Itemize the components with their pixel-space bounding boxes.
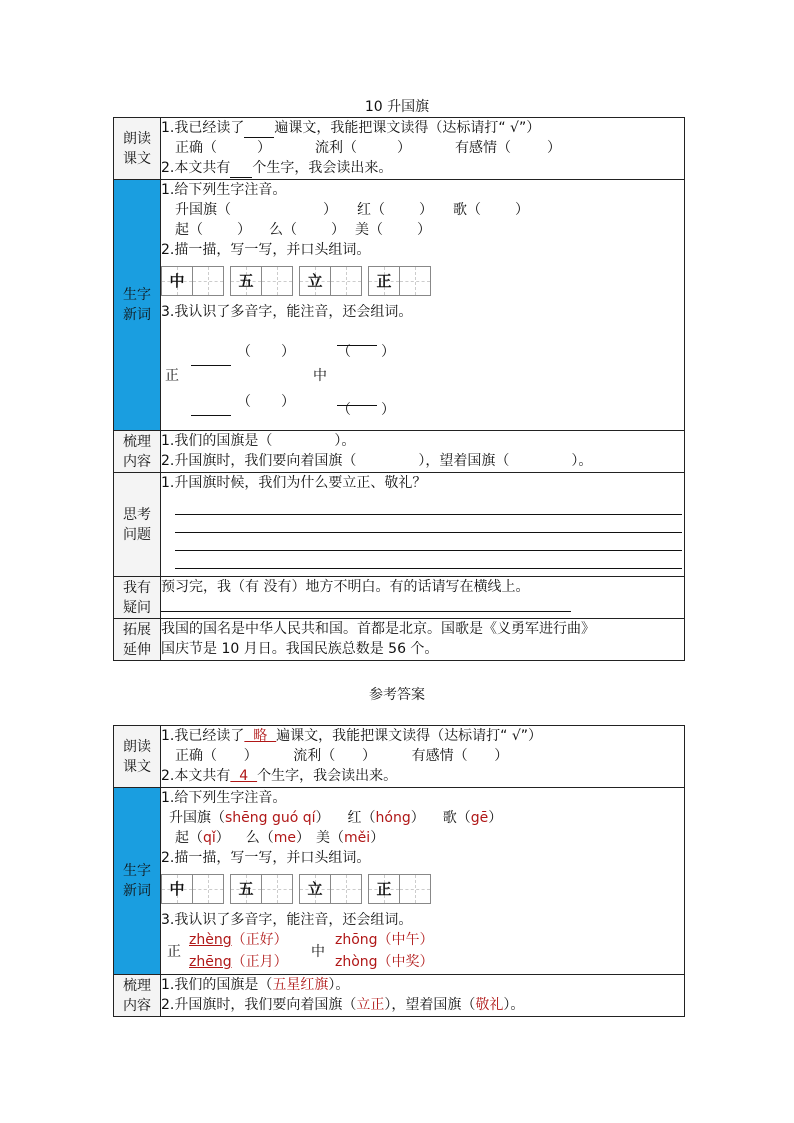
close-paren: ） [515, 202, 529, 218]
answer-qi-label: 起（ [175, 830, 203, 846]
read-count-blank[interactable] [244, 121, 274, 138]
open-paren: （ [337, 344, 351, 360]
answer-salute: 敬礼 [475, 997, 504, 1013]
close-paren: ） [381, 402, 395, 418]
answer-polyphone-area [161, 930, 684, 974]
answer-zhong2-pinyin: zhòng [335, 954, 378, 970]
reading-line1-b: 遍课文，我能把课文读得（达标请打“ √”） [274, 120, 541, 136]
doubt-text: 预习完，我（有 没有）地方不明白。有的话请写在横线上。 [161, 579, 530, 595]
pinyin-qi-label: 起（ [175, 222, 203, 238]
answer-reading-line2: 正确（ ） 流利（ ） 有感情（ ） [175, 748, 509, 764]
answer-ge-label: 歌（ [442, 810, 471, 826]
close-paren: ） [281, 344, 295, 360]
trace-char: 五 [238, 880, 254, 898]
close-paren: ） [281, 394, 295, 410]
pinyin-ge-label: 歌（ [453, 202, 481, 218]
answer-chars-cell [161, 788, 685, 975]
answer-read-count: 略 [244, 728, 277, 744]
zheng-pinyin-blank-2[interactable] [191, 399, 231, 416]
answer-zhong1-pinyin: zhōng [335, 932, 378, 948]
answer-me-label: 么（ [245, 830, 274, 846]
think-label-text: 思考 问题 [123, 506, 151, 543]
close-paren: ） [323, 202, 337, 218]
reading-line3-b: 个生字，我会读出来。 [252, 160, 393, 176]
answer-summary-q2-a: 2.升国旗时，我们要向着国旗（ [161, 997, 357, 1013]
answer-summary-q2-b: ），望着国旗（ [384, 997, 476, 1013]
reading-cell [161, 118, 685, 180]
answer-chars-q3: 3.我认识了多音字，能注音，还会组词。 [161, 912, 413, 928]
answer-mei-label: 美（ [316, 830, 345, 846]
answer-shengguoqi-pinyin: shēng guó qí [225, 810, 316, 826]
answer-char-count: 4 [230, 768, 258, 784]
summary-q2-c: ）。 [571, 453, 593, 469]
trace-box-wu[interactable] [230, 266, 293, 296]
close-paren: ） [331, 222, 345, 238]
answer-zhong2-word: （中奖） [377, 954, 434, 970]
chars-label-text: 生字 新词 [123, 863, 151, 899]
answer-zheng2-word: （正月） [231, 954, 288, 970]
answer-reading-line1-b: 遍课文，我能把课文读得（达标请打“ √”） [276, 728, 543, 744]
summary-label-text: 梳理 内容 [123, 433, 151, 470]
answer-me-pinyin: me [273, 830, 297, 846]
reading-label [114, 118, 161, 180]
fluent-label: 流利（ [315, 140, 357, 156]
fluent-close: ） [397, 140, 411, 156]
answer-line[interactable] [175, 533, 682, 551]
answer-flag-name: 五星红旗 [272, 977, 329, 993]
emotion-label: 有感情（ [455, 140, 511, 156]
doubt-line[interactable] [161, 597, 571, 612]
answer-zheng2-pinyin: zhēng [189, 954, 232, 970]
answer-title: 参考答案 [369, 687, 425, 703]
trace-char: 立 [307, 272, 323, 290]
trace-grid [161, 266, 684, 296]
doubt-label-text: 我有 疑问 [123, 579, 151, 616]
close-paren: ） [370, 830, 385, 846]
extend-label-text: 拓展 延伸 [123, 621, 151, 658]
close-paren: ） [237, 222, 251, 238]
answer-zheng1-pinyin: zhèng [189, 932, 232, 948]
trace-box-zheng[interactable] [368, 266, 431, 296]
answer-hong-label: 红（ [347, 810, 376, 826]
page-title: 10 升国旗 [364, 99, 430, 115]
trace-char: 正 [376, 880, 392, 898]
chars-q2: 2.描一描，写一写，并口头组词。 [161, 242, 371, 258]
close-paren: ） [215, 830, 230, 846]
close-paren: ） [315, 810, 330, 826]
close-paren: ） [410, 810, 425, 826]
pinyin-shengguoqi-label: 升国旗（ [175, 202, 231, 218]
think-cell [161, 473, 685, 577]
doubt-label [114, 577, 161, 619]
trace-box-wu [230, 874, 293, 904]
trace-char: 中 [169, 880, 185, 898]
extend-line1: 我国的国名是中华人民共和国。首都是北京。国歌是《义勇军进行曲》 [161, 621, 595, 637]
reading-label [114, 726, 161, 788]
reading-label-text: 朗读 课文 [123, 130, 151, 167]
extend-label [114, 619, 161, 661]
char-count-blank[interactable] [230, 161, 252, 178]
summary-q1-a: 1.我们的国旗是（ [161, 433, 273, 449]
summary-q2-a: 2.升国旗时，我们要向着国旗（ [161, 453, 357, 469]
answer-line[interactable] [175, 551, 682, 569]
trace-char: 正 [376, 272, 392, 290]
trace-box-zheng [368, 874, 431, 904]
close-paren: ） [417, 222, 431, 238]
trace-box-li[interactable] [299, 266, 362, 296]
polyphone-zheng: 正 [165, 368, 179, 384]
answer-reading-cell [161, 726, 685, 788]
trace-box-li [299, 874, 362, 904]
trace-box-zhong[interactable] [161, 266, 224, 296]
polyphone-zhong: 中 [311, 944, 325, 960]
trace-char: 中 [169, 272, 185, 290]
answer-zhong1-word: （中午） [377, 932, 434, 948]
answer-summary-q1-a: 1.我们的国旗是（ [161, 977, 273, 993]
answer-summary-q2-c: ）。 [503, 997, 525, 1013]
answer-line[interactable] [175, 515, 682, 533]
summary-q1-b: ）。 [334, 433, 356, 449]
pinyin-hong-label: 红（ [357, 202, 385, 218]
answer-mei-pinyin: měi [344, 830, 371, 846]
answer-stand: 立正 [356, 997, 385, 1013]
extend-cell [161, 619, 685, 661]
pinyin-mei-label: 美（ [355, 222, 383, 238]
answer-ge-pinyin: gē [470, 810, 489, 826]
chars-label [114, 180, 161, 431]
answer-shengguoqi-label: 升国旗（ [169, 810, 225, 826]
answer-reading-line3-a: 2.本文共有 [161, 768, 231, 784]
close-paren: ） [419, 202, 433, 218]
close-paren: ） [381, 344, 395, 360]
answer-table [113, 725, 685, 1017]
answer-zheng1-word: （正好） [231, 932, 288, 948]
trace-char: 五 [238, 272, 254, 290]
close-paren: ） [296, 830, 311, 846]
accurate-label: 正确（ [175, 140, 217, 156]
answer-trace-grid [161, 874, 684, 904]
extend-line2: 国庆节是 10 月日。我国民族总数是 56 个。 [161, 641, 439, 657]
answer-summary-q1-b: ）。 [328, 977, 350, 993]
summary-label [114, 431, 161, 473]
trace-char: 立 [307, 880, 323, 898]
chars-label [114, 788, 161, 975]
answer-qi-pinyin: qǐ [203, 830, 216, 846]
answer-reading-line3-b: 个生字，我会读出来。 [257, 768, 398, 784]
answer-chars-q2: 2.描一描，写一写，并口头组词。 [161, 850, 371, 866]
open-paren: （ [237, 394, 251, 410]
reading-line3-a: 2.本文共有 [161, 160, 231, 176]
reading-line1-a: 1.我已经读了 [161, 120, 245, 136]
answer-summary-cell [161, 975, 685, 1017]
chars-cell [161, 180, 685, 431]
worksheet-table [113, 117, 685, 661]
answer-reading-line1-a: 1.我已经读了 [161, 728, 245, 744]
emotion-close: ） [547, 140, 561, 156]
answer-chars-q1: 1.给下列生字注音。 [161, 790, 287, 806]
polyphone-area [161, 322, 684, 418]
doubt-cell [161, 577, 685, 619]
think-label [114, 473, 161, 577]
accurate-close: ） [257, 140, 271, 156]
polyphone-zheng: 正 [167, 944, 181, 960]
pinyin-me-label: 么（ [269, 222, 297, 238]
open-paren: （ [237, 344, 251, 360]
zheng-pinyin-blank-1[interactable] [191, 349, 231, 366]
summary-q2-b: ），望着国旗（ [418, 453, 510, 469]
trace-box-zhong [161, 874, 224, 904]
chars-q1: 1.给下列生字注音。 [161, 182, 287, 198]
chars-q3: 3.我认识了多音字，能注音，还会组词。 [161, 304, 413, 320]
summary-label [114, 975, 161, 1017]
reading-label-text: 朗读 课文 [123, 738, 151, 775]
chars-label-text: 生字 新词 [123, 287, 151, 323]
answer-line[interactable] [175, 497, 682, 515]
close-paren: ） [488, 810, 503, 826]
open-paren: （ [337, 402, 351, 418]
think-q1: 1.升国旗时候，我们为什么要立正、敬礼？ [161, 475, 427, 491]
summary-cell [161, 431, 685, 473]
summary-label-text: 梳理 内容 [123, 977, 151, 1014]
answer-hong-pinyin: hóng [375, 810, 411, 826]
polyphone-zhong: 中 [313, 368, 327, 384]
